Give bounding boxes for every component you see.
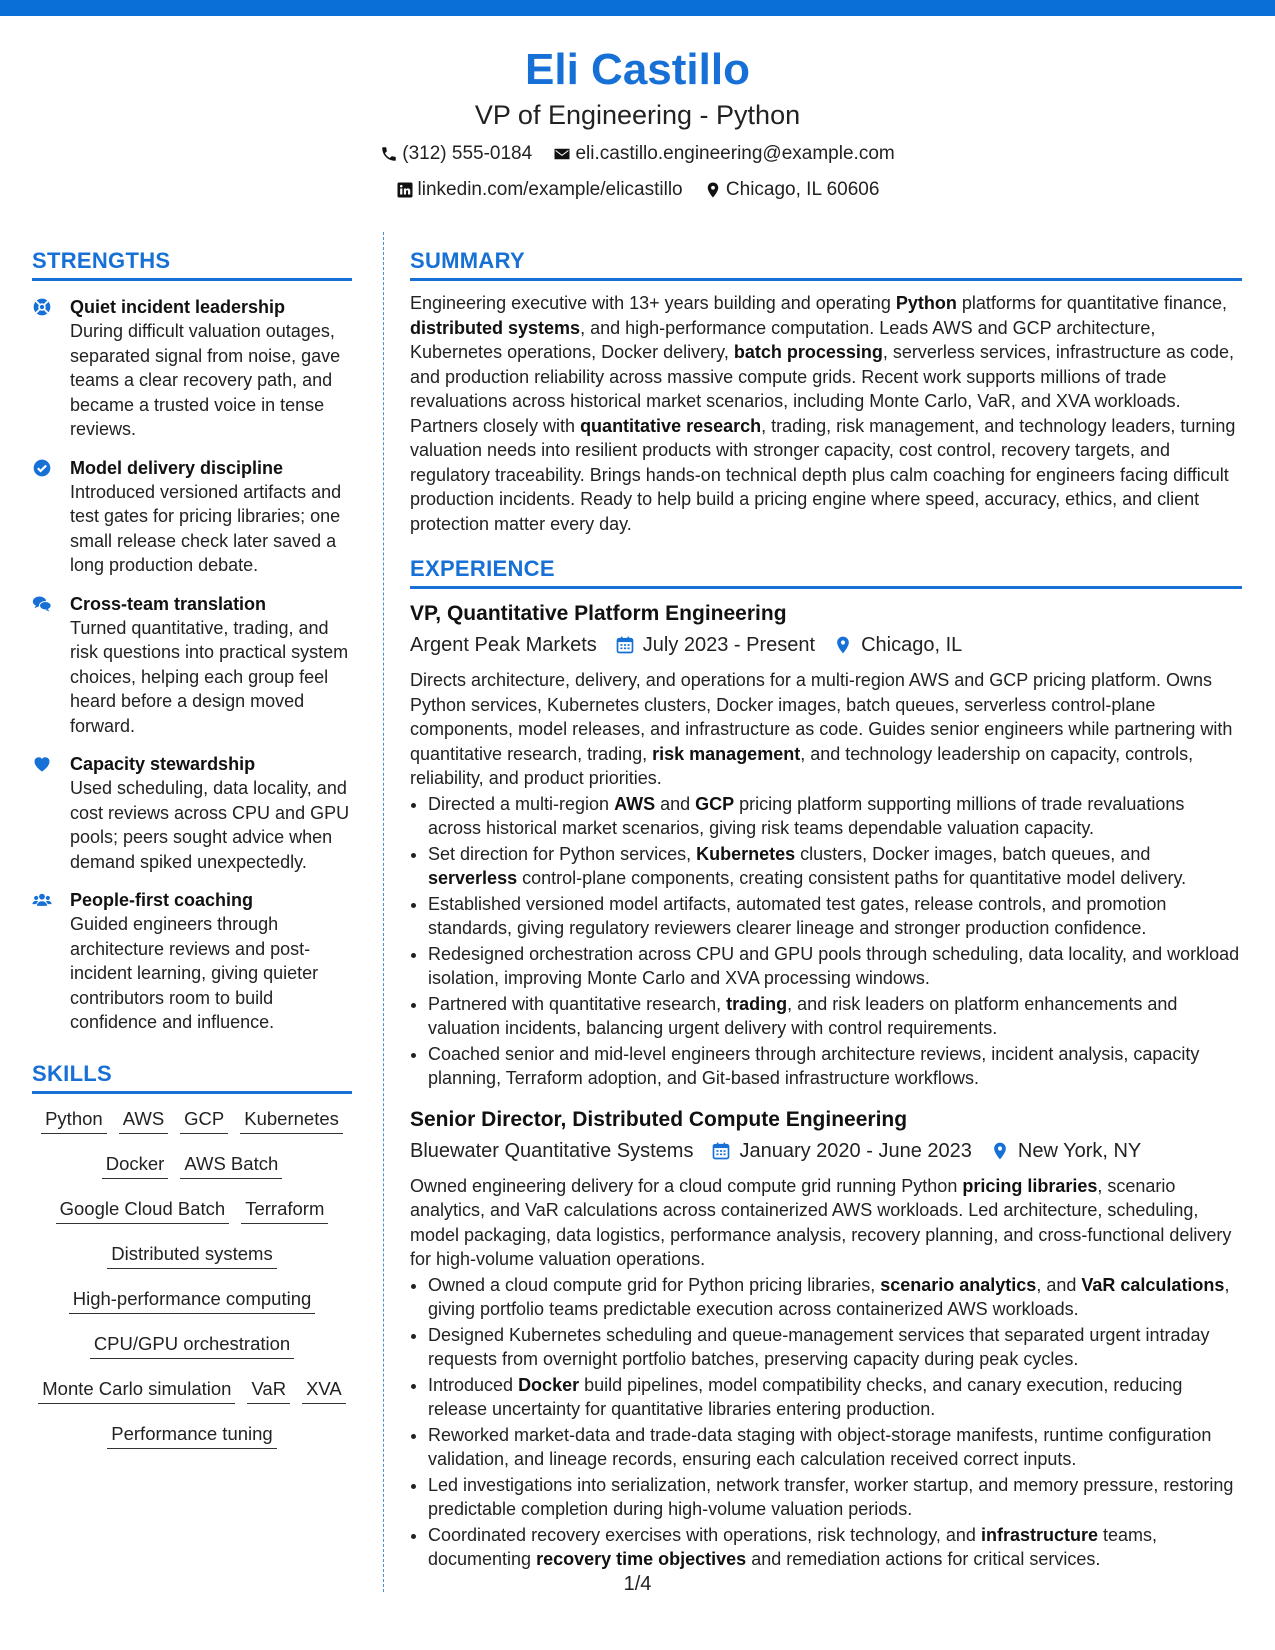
linkedin-text[interactable]: linkedin.com/example/elicastillo: [417, 179, 683, 200]
job-bullets: [410, 792, 1242, 1091]
strength-desc: Used scheduling, data locality, and cost reviews across CPU and GPU pools; peers sought advice when demand spiked unexpectedly.: [70, 778, 350, 872]
skill-tag: XVA: [302, 1376, 346, 1404]
job-description: Owned engineering delivery for a cloud compute grid running Python pricing libraries, scenario analytics, and VaR calculations across containerized AWS workloads. Led architecture, scheduling, model packaging, data logistics, performance analysis, recovery planning, and cross-functional delivery for high-volume valuation operations.: [410, 1175, 1232, 1269]
skill-tag: Google Cloud Batch: [56, 1196, 230, 1224]
job-bullet: • Coordinated recovery exercises with operations, risk technology, and infrastructure teams, documenting recovery time objectives and remediation actions for critical services.: [428, 1523, 1242, 1572]
skill-row: [32, 1106, 352, 1151]
job-bullet: • Introduced Docker build pipelines, model compatibility checks, and canary execution, reducing release uncertainty for quantitative libraries entering production.: [428, 1373, 1242, 1422]
skill-row: [32, 1286, 352, 1331]
skill-tag: Python: [41, 1106, 107, 1134]
skill-tag: AWS: [119, 1106, 168, 1134]
linkedin-icon: [396, 181, 414, 199]
heart-icon: [32, 754, 52, 774]
skill-tag: Terraform: [241, 1196, 328, 1224]
top-accent-bar: [0, 0, 1275, 16]
skills-heading: SKILLS: [32, 1059, 352, 1094]
job-location: Chicago, IL: [861, 634, 963, 656]
skills-list: [32, 1106, 352, 1466]
right-column: [410, 246, 1242, 1572]
job-description: Directs architecture, delivery, and operations for a multi-region AWS and GCP pricing platform. Owns Python services, Kubernetes clusters, Docker images, batch queues, serverless control-plane components, model releases, and infrastructure as code. Guides senior engineers while partnering with quantitative research, trading, risk management, and technology leadership on capacity, controls, reliability, and product priorities.: [410, 670, 1233, 788]
job-bullet: • Reworked market-data and trade-data staging with object-storage manifests, runtime configuration validation, and lineage records, ensuring each calculation received correct inputs.: [428, 1423, 1242, 1472]
candidate-title: VP of Engineering - Python: [474, 100, 801, 130]
job-dates: July 2023 - Present: [642, 634, 816, 656]
skill-row: [32, 1376, 352, 1421]
strength-item: [32, 456, 352, 578]
contact-line-2: [0, 174, 1275, 210]
job-bullet: • Designed Kubernetes scheduling and queue-management services that separated urgent intraday requests from overnight portfolio batches, preserving capacity during peak cycles.: [428, 1323, 1242, 1372]
job-bullet: • Established versioned model artifacts, automated test gates, release controls, and promotion standards, giving regulatory reviewers clearer lineage and stronger production confidence.: [428, 892, 1242, 941]
skill-row: [32, 1241, 352, 1286]
strength-title: Cross-team translation: [70, 593, 267, 614]
skill-tag: Distributed systems: [107, 1241, 276, 1269]
strength-title: Model delivery discipline: [70, 457, 284, 478]
summary-heading: SUMMARY: [410, 246, 1242, 281]
check-circle-icon: [32, 458, 52, 478]
skill-row: [32, 1151, 352, 1196]
email-item[interactable]: [553, 138, 894, 170]
candidate-name: Eli Castillo: [525, 45, 750, 94]
strengths-heading: STRENGTHS: [32, 246, 352, 281]
left-column: [32, 246, 352, 1466]
job-title: Senior Director, Distributed Compute Engineering: [410, 1107, 908, 1131]
strength-item: [32, 752, 352, 874]
phone-text: (312) 555-0184: [402, 143, 533, 164]
phone-icon: [380, 145, 398, 163]
job-bullet: • Set direction for Python services, Kubernetes clusters, Docker images, batch queues, and serverless control-plane components, creating consistent paths for quantitative model delivery.: [428, 842, 1242, 891]
skill-tag: CPU/GPU orchestration: [90, 1331, 294, 1359]
job-location: New York, NY: [1017, 1139, 1142, 1162]
location-text: Chicago, IL 60606: [725, 179, 880, 200]
contact-line-1: [0, 138, 1275, 174]
job-bullet: • Led investigations into serialization, network transfer, worker startup, and memory pressure, restoring predictable completion during high-volume valuation periods.: [428, 1473, 1242, 1522]
strength-desc: Introduced versioned artifacts and test gates for pricing libraries; one small release check later saved a long production debate.: [70, 481, 342, 575]
job-entry: [410, 1105, 1242, 1572]
envelope-icon: [553, 145, 571, 163]
summary-text: Engineering executive with 13+ years building and operating Python platforms for quantitative finance, distributed systems, and high-performance computation. Leads AWS and GCP architecture, Kubernetes operations, Docker delivery, batch processing, serverless services, infrastructure as code, and production reliability across massive compute grids. Recent work supports millions of trade revaluations across historical market scenarios, including Monte Carlo, VaR, and XVA workloads. Partners closely with quantitative research, trading, risk management, and technology leaders, turning valuation needs into resilient products with stronger capacity, cost control, recovery targets, and regulatory traceability. Brings hands-on technical depth plus calm coaching for engineers facing difficult production incidents. Ready to help build a pricing engine where speed, accuracy, ethics, and client protection matter every day.: [410, 293, 1236, 534]
job-bullet: • Redesigned orchestration across CPU and GPU pools through scheduling, data locality, and workload isolation, improving Monte Carlo and XVA processing windows.: [428, 942, 1242, 991]
job-meta: [410, 630, 1242, 660]
life-ring-icon: [32, 297, 52, 317]
calendar-icon: [615, 635, 635, 655]
strength-desc: Guided engineers through architecture reviews and post-incident learning, giving quieter contributors room to build confidence and influence.: [70, 914, 319, 1032]
skill-row: [32, 1421, 352, 1466]
column-divider: [383, 232, 384, 1592]
resume-header: [0, 44, 1275, 210]
experience-heading: EXPERIENCE: [410, 554, 1242, 589]
skill-tag: Docker: [102, 1151, 169, 1179]
job-meta: [410, 1136, 1242, 1166]
company-name: Bluewater Quantitative Systems: [410, 1139, 694, 1162]
comments-icon: [32, 594, 52, 614]
calendar-icon: [711, 1141, 731, 1161]
map-pin-icon: [833, 635, 853, 655]
strength-desc: During difficult valuation outages, separated signal from noise, gave teams a clear recovery path, and became a trusted voice in tense reviews.: [70, 321, 341, 439]
skill-tag: VaR: [247, 1376, 290, 1404]
experience-list: [410, 599, 1242, 1572]
users-icon: [32, 890, 52, 910]
strength-item: [32, 592, 352, 739]
strength-desc: Turned quantitative, trading, and risk questions into practical system choices, helping each group feel heard before a design moved forward.: [70, 617, 349, 736]
strength-title: People-first coaching: [70, 890, 254, 910]
job-entry: [410, 599, 1242, 1091]
page-number: 1/4: [623, 1573, 652, 1595]
strength-item: [32, 888, 352, 1035]
job-bullet: • Partnered with quantitative research, trading, and risk leaders on platform enhancements and valuation incidents, balancing urgent delivery with control requirements.: [428, 992, 1242, 1041]
map-pin-icon: [704, 181, 722, 199]
map-pin-icon: [990, 1141, 1010, 1161]
job-bullets: [410, 1273, 1242, 1572]
job-bullet: • Directed a multi-region AWS and GCP pricing platform supporting millions of trade revaluations across historical market scenarios, giving risk teams dependable valuation capacity.: [428, 792, 1242, 841]
skill-row: [32, 1196, 352, 1241]
skill-row: [32, 1331, 352, 1376]
job-dates: January 2020 - June 2023: [739, 1139, 972, 1162]
skill-tag: Monte Carlo simulation: [38, 1376, 235, 1404]
phone-item: [380, 138, 532, 170]
strength-title: Capacity stewardship: [70, 754, 256, 774]
location-item: [704, 174, 880, 206]
skill-tag: AWS Batch: [180, 1151, 282, 1179]
skill-tag: High-performance computing: [69, 1286, 316, 1314]
strength-title: Quiet incident leadership: [70, 297, 286, 317]
skill-tag: Kubernetes: [240, 1106, 343, 1134]
strength-item: [32, 295, 352, 442]
job-title: VP, Quantitative Platform Engineering: [410, 602, 787, 625]
job-bullet: • Owned a cloud compute grid for Python pricing libraries, scenario analytics, and VaR calculations, giving portfolio teams predictable execution across containerized AWS workloads.: [428, 1273, 1242, 1322]
job-bullet: • Coached senior and mid-level engineers through architecture reviews, incident analysis, capacity planning, Terraform adoption, and Git-based infrastructure workflows.: [428, 1042, 1242, 1091]
company-name: Argent Peak Markets: [410, 634, 597, 656]
skill-tag: Performance tuning: [107, 1421, 276, 1449]
email-text[interactable]: eli.castillo.engineering@example.com: [575, 143, 895, 164]
skill-tag: GCP: [180, 1106, 228, 1134]
linkedin-item[interactable]: [396, 174, 683, 206]
